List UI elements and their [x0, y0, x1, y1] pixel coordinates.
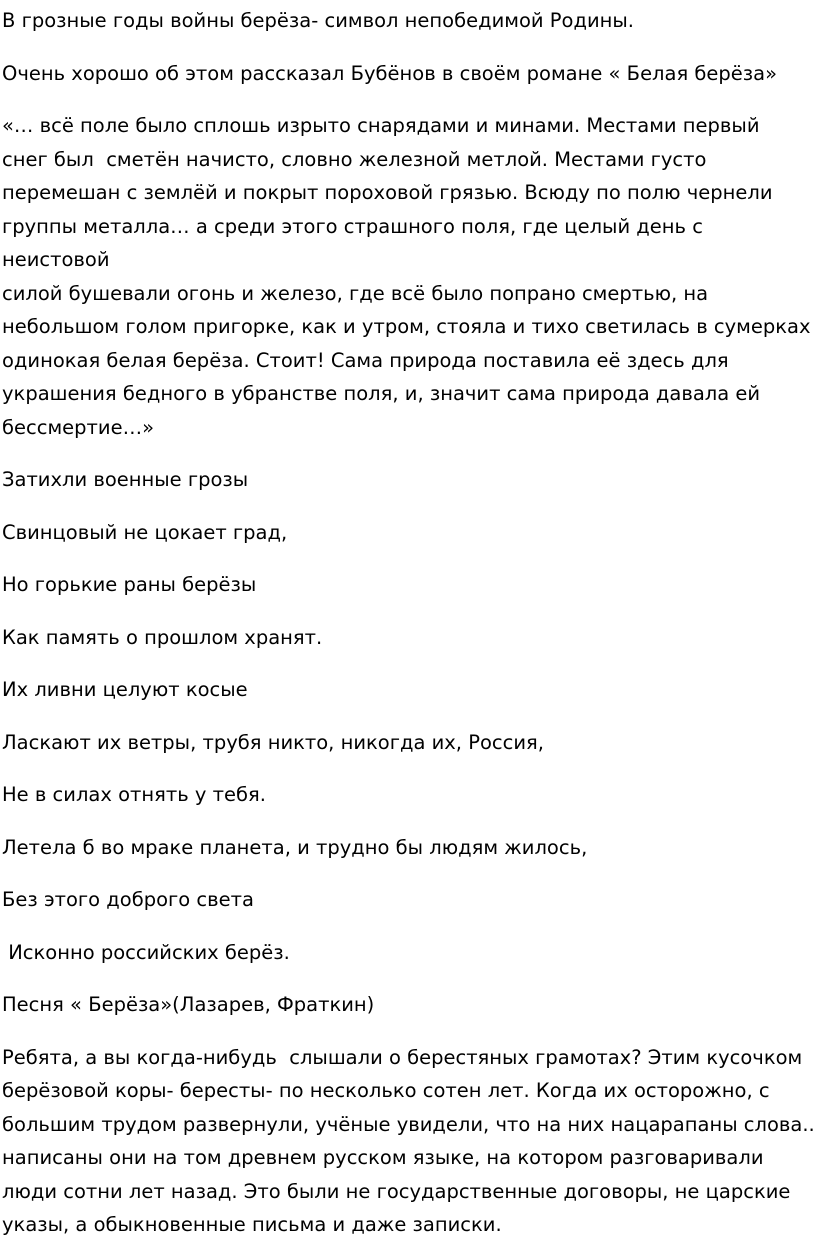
poem-line-5: Их ливни целуют косые [2, 678, 248, 701]
song-reference: Песня « Берёза»(Лазарев, Фраткин) [2, 993, 375, 1016]
paragraph-birch-bark-letters: Ребята, а вы когда-нибудь слышали о берестяных грамотах? Этим кусочком берёзовой коры- бересты- по несколько сотен лет. Когда их осторожно, с большим трудом развернули, учёные увидели, что на них нацарапаны слова.. написаны они на том древнем русском языке, на котором разговаривали люди сотни лет назад. Это были не государственные договоры, не царские указы, а обыкновенные письма и даже записки. [2, 1045, 815, 1236]
paragraph-intro: В грозные годы войны берёза- символ непобедимой Родины. [2, 9, 634, 32]
poem-line-1: Затихли военные грозы [2, 468, 249, 491]
poem-line-8: Летела б во мраке планета, и трудно бы людям жилось, [2, 835, 588, 859]
paragraph-novel-quote: «… всё поле было сплошь изрыто снарядами и минами. Местами первый снег был сметён начисто, словно железной метлой. Местами густо перемешан с землёй и покрыт пороховой грязью. Всюду по полю чернели группы металла… а среди этого страшного поля, где целый день с неистовой силой бушевали огонь и железо, где всё было попрано смертью, на небольшом голом пригорке, как и утром, стояла и тихо светилась в сумерках одинокая белая берёза. Стоит! Сама природа поставила её здесь для украшения бедного в убранстве поля, и, значит сама природа давала ей бессмертие…» [2, 114, 811, 439]
poem-line-10: Исконно российских берёз. [2, 940, 290, 964]
paragraph-novel-reference: Очень хорошо об этом рассказал Бубёнов в своём романе « Белая берёза» [2, 61, 778, 85]
poem-line-2: Свинцовый не цокает град, [2, 520, 288, 544]
poem-line-7: Не в силах отнять у тебя. [2, 783, 266, 806]
poem-line-6: Ласкают их ветры, трубя никто, никогда их, Россия, [2, 730, 544, 754]
poem-line-9: Без этого доброго света [2, 888, 254, 911]
poem-line-4: Как память о прошлом хранят. [2, 625, 323, 649]
poem-line-3: Но горькие раны берёзы [2, 573, 257, 596]
